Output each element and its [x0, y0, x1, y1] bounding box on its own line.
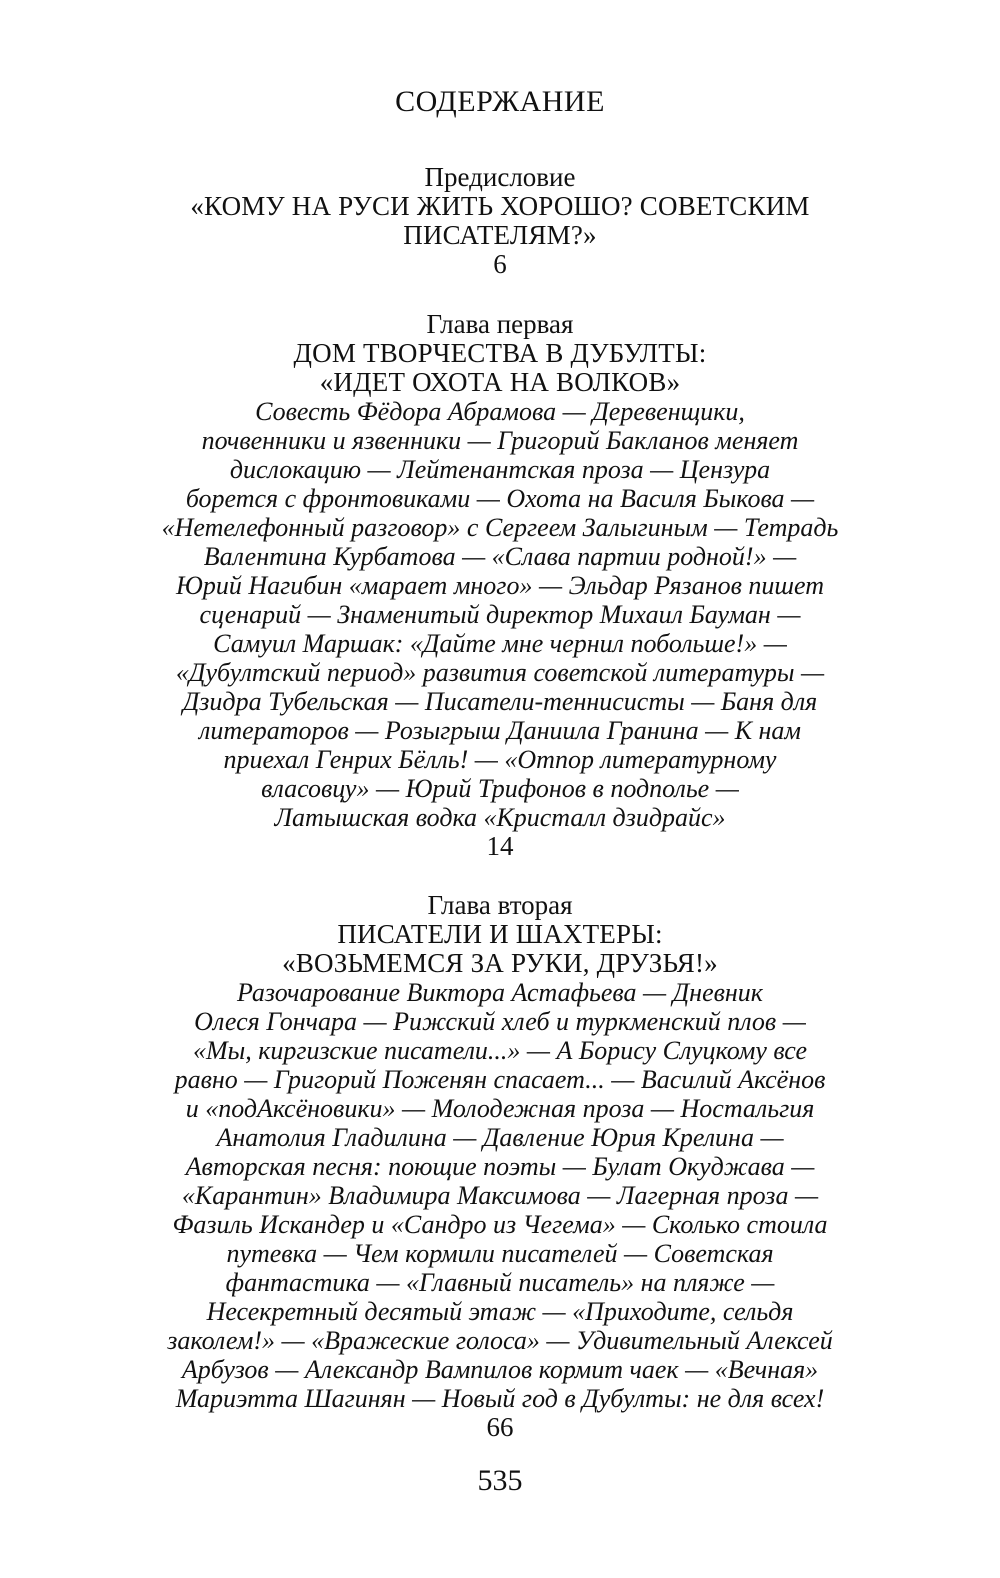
summary-line: Анатолия Гладилина — Давление Юрия Крелина —: [216, 1123, 784, 1152]
summary-line: Мариэтта Шагинян — Новый год в Дубулты: не для всех!: [175, 1384, 825, 1413]
summary-line: равно — Григорий Поженян спасает... — Василий Аксёнов: [174, 1065, 826, 1094]
summary-line: почвенники и язвенники — Григорий Бакланов меняет: [201, 426, 799, 455]
summary-line: Дзидра Тубельская — Писатели-теннисисты — Баня для: [182, 687, 818, 716]
summary-line: Юрий Нагибин «марает много» — Эльдар Рязанов пишет: [176, 571, 824, 600]
summary-line: власовцу» — Юрий Трифонов в подполье —: [261, 774, 739, 803]
heading-line: «ИДЕТ ОХОТА НА ВОЛКОВ»: [319, 367, 681, 397]
heading-line: ДОМ ТВОРЧЕСТВА В ДУБУЛТЫ:: [293, 338, 707, 368]
summary-line: «Мы, киргизские писатели...» — А Борису Слуцкому все: [192, 1036, 808, 1065]
entry-label: Предисловие: [424, 162, 576, 192]
entry-page-number: 14: [486, 831, 514, 861]
summary-line: Олеся Гончара — Рижский хлеб и туркменский плов —: [194, 1007, 806, 1036]
summary-line: Фазиль Искандер и «Сандро из Чегема» — Сколько стоила: [172, 1210, 828, 1239]
entry-heading: [100, 339, 900, 397]
heading-line: «КОМУ НА РУСИ ЖИТЬ ХОРОШО? СОВЕТСКИМ: [190, 191, 810, 221]
summary-line: Самуил Маршак: «Дайте мне чернил побольше!» —: [213, 629, 787, 658]
entry-page-number: 66: [486, 1412, 514, 1442]
summary-line: Арбузов — Александр Вампилов кормит чаек — «Вечная»: [181, 1355, 819, 1384]
summary-line: Разочарование Виктора Астафьева — Дневник: [237, 978, 763, 1007]
summary-line: литераторов — Розыгрыш Даниила Гранина — К нам: [199, 716, 801, 745]
entry-summary: [100, 978, 900, 1413]
summary-line: путевка — Чем кормили писателей — Советская: [226, 1239, 774, 1268]
entry-label: Глава первая: [426, 309, 574, 339]
summary-line: «Нетелефонный разговор» с Сергеем Залыгиным — Тетрадь: [161, 513, 839, 542]
entry-label: Глава вторая: [427, 890, 573, 920]
entry-heading: [100, 920, 900, 978]
summary-line: сценарий — Знаменитый директор Михаил Бауман —: [199, 600, 801, 629]
summary-line: Несекретный десятый этаж — «Приходите, сельдя: [206, 1297, 794, 1326]
summary-line: Латышская водка «Кристалл дзидрайс»: [274, 803, 726, 832]
summary-line: фантастика — «Главный писатель» на пляже —: [225, 1268, 775, 1297]
entry-summary: [100, 397, 900, 832]
heading-line: ПИСАТЕЛИ И ШАХТЕРЫ:: [337, 919, 663, 949]
summary-line: заколем!» — «Вражеские голоса» — Удивительный Алексей: [167, 1326, 833, 1355]
contents-title: СОДЕРЖАНИЕ: [395, 85, 605, 118]
heading-line: ПИСАТЕЛЯМ?»: [403, 220, 597, 250]
summary-line: приехал Генрих Бёлль! — «Отпор литературному: [223, 745, 777, 774]
toc-entry-preface: [100, 163, 900, 279]
toc-entry-chapter-1: [100, 310, 900, 861]
summary-line: дислокацию — Лейтенантская проза — Цензура: [229, 455, 771, 484]
folio-page-number: 535: [477, 1464, 523, 1497]
summary-line: Авторская песня: поющие поэты — Булат Окуджава —: [185, 1152, 815, 1181]
summary-line: «Карантин» Владимира Максимова — Лагерная проза —: [181, 1181, 819, 1210]
summary-line: и «подАксёновики» — Молодежная проза — Ностальгия: [185, 1094, 815, 1123]
entry-page-number: 6: [493, 249, 507, 279]
heading-line: «ВОЗЬМЕМСЯ ЗА РУКИ, ДРУЗЬЯ!»: [282, 948, 718, 978]
summary-line: борется с фронтовиками — Охота на Василя Быкова —: [185, 484, 815, 513]
summary-line: Совесть Фёдора Абрамова — Деревенщики,: [255, 397, 745, 426]
summary-line: «Дубултский период» развития советской литературы —: [175, 658, 825, 687]
entry-heading: [100, 192, 900, 250]
summary-line: Валентина Курбатова — «Слава партии родной!» —: [203, 542, 797, 571]
toc-entry-chapter-2: [100, 891, 900, 1442]
